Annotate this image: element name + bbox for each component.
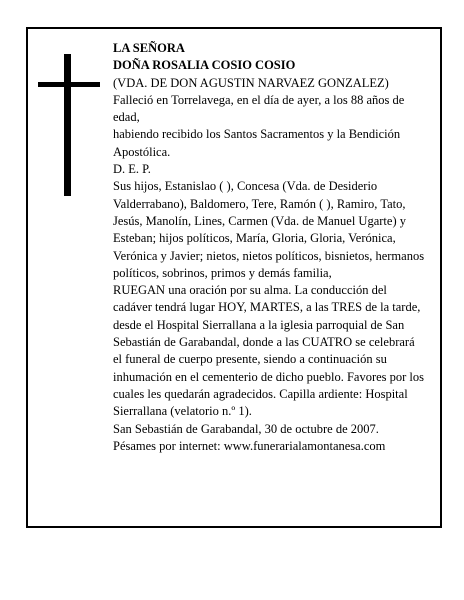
obituary-title: LA SEÑORA	[113, 41, 185, 55]
place-date: San Sebastián de Garabandal, 30 de octubre de 2007.	[113, 421, 379, 436]
condolences-line: Pésames por internet: www.funerarialamontanesa.com	[113, 438, 386, 453]
family-list: Sus hijos, Estanislao ( ), Concesa (Vda. de Desiderio Valderrabano), Baldomero, Tere, Ramón ( ), Ramiro, Tato, Jesús, Manolín, Lines, Carmen (Vda. de Manuel Ugarte) y Esteban; hijos políticos, María, Gloria, Gloria, Verónica, Verónica y Javier; nietos, nietos políticos, bisnietos, hermanos políticos, sobrinos, primos y demás familia,	[113, 179, 425, 280]
cross-icon	[64, 54, 71, 196]
funeral-details: RUEGAN una oración por su alma. La conducción del cadáver tendrá lugar HOY, MARTES, a las TRES de la tarde, desde el Hospital Sierrallana a la iglesia parroquial de San Sebastián de Garabandal, donde a las CUATRO se celebrará el funeral de cuerpo presente, siendo a continuación su inhumación en el cementerio de dicho pueblo. Favores por los cuales les quedarán agradecidos. Capilla ardiente: Hospital Sierrallana (velatorio n.º 1).	[113, 283, 425, 419]
sacraments-line: habiendo recibido los Santos Sacramentos y la Bendición Apostólica.	[113, 127, 401, 159]
rip-line: D. E. P.	[113, 162, 151, 177]
obituary-text	[113, 40, 425, 455]
widow-line: (VDA. DE DON AGUSTIN NARVAEZ GONZALEZ)	[113, 75, 389, 90]
deceased-name: DOÑA ROSALIA COSIO COSIO	[113, 58, 296, 73]
cross-icon-crossbar	[38, 82, 100, 87]
death-notice: Falleció en Torrelavega, en el día de ayer, a los 88 años de edad,	[113, 92, 405, 125]
